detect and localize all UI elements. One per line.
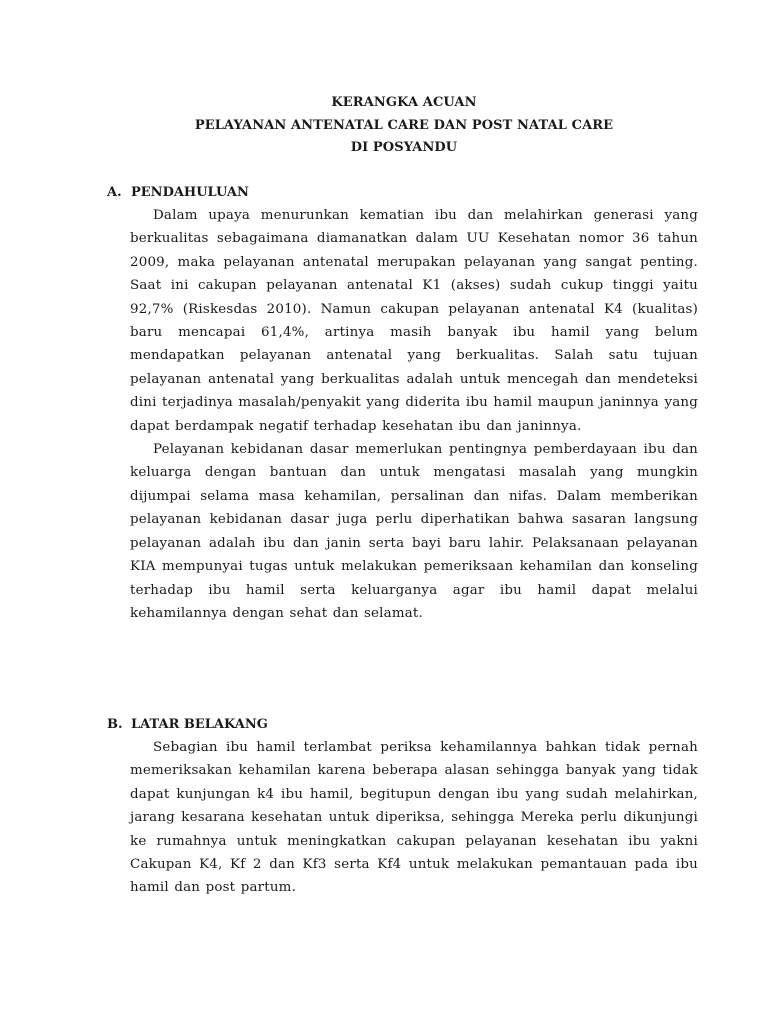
section-letter: A.: [107, 185, 122, 200]
paragraph: Sebagian ibu hamil terlambat periksa kehamilannya bahkan tidak pernah memeriksakan kehamilan karena beberapa alasan sehingga banyak yang tidak dapat kunjungan k4 ibu hamil, begitupun dengan ibu yang sudah melahirkan, jarang kesarana kesehatan untuk diperiksa, sehingga Mereka perlu dikunjungi ke rumahnya untuk meningkatkan cakupan pelayanan kesehatan ibu yakni Cakupan K4, Kf 2 dan Kf3 serta Kf4 untuk melakukan pemantauan pada ibu hamil dan post partum.: [130, 740, 698, 896]
title-line-2: PELAYANAN ANTENATAL CARE DAN POST NATAL CARE: [194, 117, 614, 133]
paragraph: Pelayanan kebidanan dasar memerlukan pentingnya pemberdayaan ibu dan keluarga dengan bantuan dan untuk mengatasi masalah yang mungkin dijumpai selama masa kehamilan, persalinan dan nifas. Dalam memberikan pelayanan kebidanan dasar juga perlu diperhatikan bahwa sasaran langsung pelayanan adalah ibu dan janin serta bayi baru lahir. Pelaksanaan pelayanan KIA mempunyai tugas untuk melakukan pemeriksaan kehamilan dan konseling terhadap ibu hamil serta keluarganya agar ibu hamil dapat melalui kehamilannya dengan sehat dan selamat.: [130, 442, 698, 621]
section-letter: B.: [107, 717, 123, 732]
paragraph: Dalam upaya menurunkan kematian ibu dan melahirkan generasi yang berkualitas sebagaimana diamanatkan dalam UU Kesehatan nomor 36 tahun 2009, maka pelayanan antenatal merupakan pelayanan yang sangat penting. Saat ini cakupan pelayanan antenatal K1 (akses) sudah cukup tinggi yaitu 92,7% (Riskesdas 2010). Namun cakupan pelayanan antenatal K4 (kualitas) baru mencapai 61,4%, artinya masih banyak ibu hamil yang belum mendapatkan pelayanan antenatal yang berkualitas. Salah satu tujuan pelayanan antenatal yang berkualitas adalah untuk mencegah dan mendeteksi dini terjadinya masalah/penyakit yang diderita ibu hamil maupun janinnya yang dapat berdampak negatif terhadap kesehatan ibu dan janinnya.: [130, 208, 698, 434]
section-latar-belakang: [107, 713, 698, 900]
section-heading: [107, 181, 698, 204]
document-title: [0, 92, 768, 160]
section-pendahuluan: [107, 181, 698, 625]
title-line-1: KERANGKA ACUAN: [331, 95, 477, 110]
section-title: PENDAHULUAN: [131, 185, 249, 200]
section-title: LATAR BELAKANG: [131, 717, 268, 732]
section-heading: [107, 713, 698, 736]
title-line-3: DI POSYANDU: [350, 140, 458, 155]
